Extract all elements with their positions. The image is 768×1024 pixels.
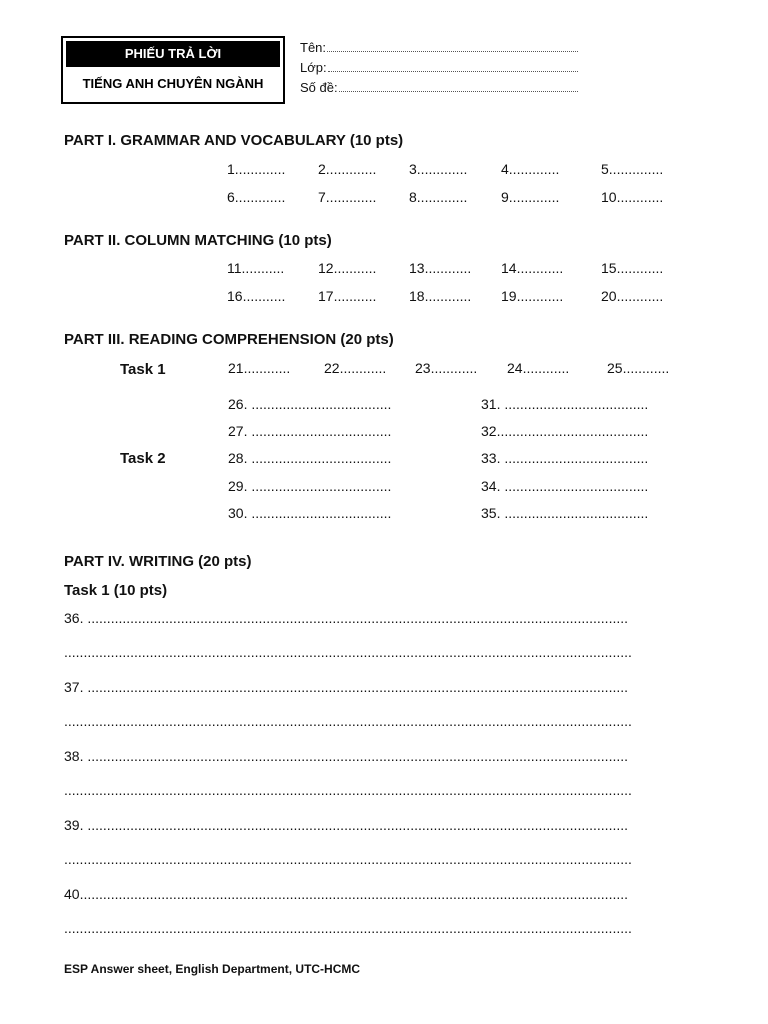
part4-task1-label: Task 1 (10 pts) bbox=[64, 582, 168, 599]
answer-item: 22............ bbox=[324, 360, 387, 376]
page-footer: ESP Answer sheet, English Department, UTC-HCMC bbox=[64, 962, 361, 976]
answer-item: 7............. bbox=[318, 189, 377, 205]
answer-item: 35. ..................................... bbox=[481, 505, 649, 521]
answer-item: 34. ..................................... bbox=[481, 478, 649, 494]
writing-line: 40............................................................................................................................................. bbox=[64, 886, 629, 902]
answer-item: 12........... bbox=[318, 260, 377, 276]
writing-line: .................................................................................................................................................. bbox=[64, 782, 632, 798]
answer-item: 32....................................... bbox=[481, 423, 649, 439]
answer-item: 9............. bbox=[501, 189, 560, 205]
title-line-2: TIẾNG ANH CHUYÊN NGÀNH bbox=[82, 76, 264, 91]
exam-code-label: Số đề: bbox=[300, 80, 338, 95]
answer-item: 30. .................................... bbox=[228, 505, 392, 521]
answer-item: 15............ bbox=[601, 260, 664, 276]
part3-task2-label: Task 2 bbox=[120, 450, 166, 467]
answer-item: 21............ bbox=[228, 360, 291, 376]
writing-line: .................................................................................................................................................. bbox=[64, 713, 632, 729]
answer-item: 26. .................................... bbox=[228, 396, 392, 412]
class-line bbox=[328, 62, 578, 72]
part1-heading: PART I. GRAMMAR AND VOCABULARY (10 pts) bbox=[64, 132, 404, 149]
name-field[interactable] bbox=[300, 40, 578, 55]
name-label: Tên: bbox=[300, 40, 327, 55]
class-field[interactable] bbox=[300, 60, 578, 75]
answer-item: 14............ bbox=[501, 260, 564, 276]
answer-item: 28. .................................... bbox=[228, 450, 392, 466]
name-line bbox=[327, 42, 578, 52]
writing-line: .................................................................................................................................................. bbox=[64, 851, 632, 867]
answer-item: 19............ bbox=[501, 288, 564, 304]
answer-item: 27. .................................... bbox=[228, 423, 392, 439]
writing-line: 38. ........................................................................................................................................... bbox=[64, 748, 629, 764]
writing-line: 39. ........................................................................................................................................... bbox=[64, 817, 629, 833]
answer-item: 1............. bbox=[227, 161, 286, 177]
writing-line: .................................................................................................................................................. bbox=[64, 920, 632, 936]
part2-heading: PART II. COLUMN MATCHING (10 pts) bbox=[64, 232, 332, 249]
answer-item: 13............ bbox=[409, 260, 472, 276]
exam-code-field[interactable] bbox=[300, 80, 578, 95]
class-label: Lớp: bbox=[300, 60, 327, 75]
part3-task1-label: Task 1 bbox=[120, 361, 166, 378]
answer-item: 20............ bbox=[601, 288, 664, 304]
answer-item: 4............. bbox=[501, 161, 560, 177]
answer-item: 29. .................................... bbox=[228, 478, 392, 494]
title-line-1: PHIẾU TRẢ LỜI bbox=[66, 41, 280, 67]
answer-item: 24............ bbox=[507, 360, 570, 376]
answer-item: 25............ bbox=[607, 360, 670, 376]
part4-heading: PART IV. WRITING (20 pts) bbox=[64, 553, 252, 570]
answer-sheet-title-box bbox=[61, 36, 285, 104]
answer-item: 33. ..................................... bbox=[481, 450, 649, 466]
answer-item: 6............. bbox=[227, 189, 286, 205]
answer-item: 16........... bbox=[227, 288, 286, 304]
writing-line: 37. ........................................................................................................................................... bbox=[64, 679, 629, 695]
answer-item: 8............. bbox=[409, 189, 468, 205]
answer-item: 3............. bbox=[409, 161, 468, 177]
answer-item: 18............ bbox=[409, 288, 472, 304]
answer-item: 31. ..................................... bbox=[481, 396, 649, 412]
writing-line: 36. ........................................................................................................................................... bbox=[64, 610, 629, 626]
answer-item: 5.............. bbox=[601, 161, 664, 177]
writing-line: .................................................................................................................................................. bbox=[64, 644, 632, 660]
answer-item: 17........... bbox=[318, 288, 377, 304]
part3-heading: PART III. READING COMPREHENSION (20 pts) bbox=[64, 331, 394, 348]
answer-item: 23............ bbox=[415, 360, 478, 376]
answer-item: 2............. bbox=[318, 161, 377, 177]
answer-item: 10............ bbox=[601, 189, 664, 205]
exam-code-line bbox=[339, 82, 578, 92]
answer-item: 11........... bbox=[227, 260, 285, 276]
